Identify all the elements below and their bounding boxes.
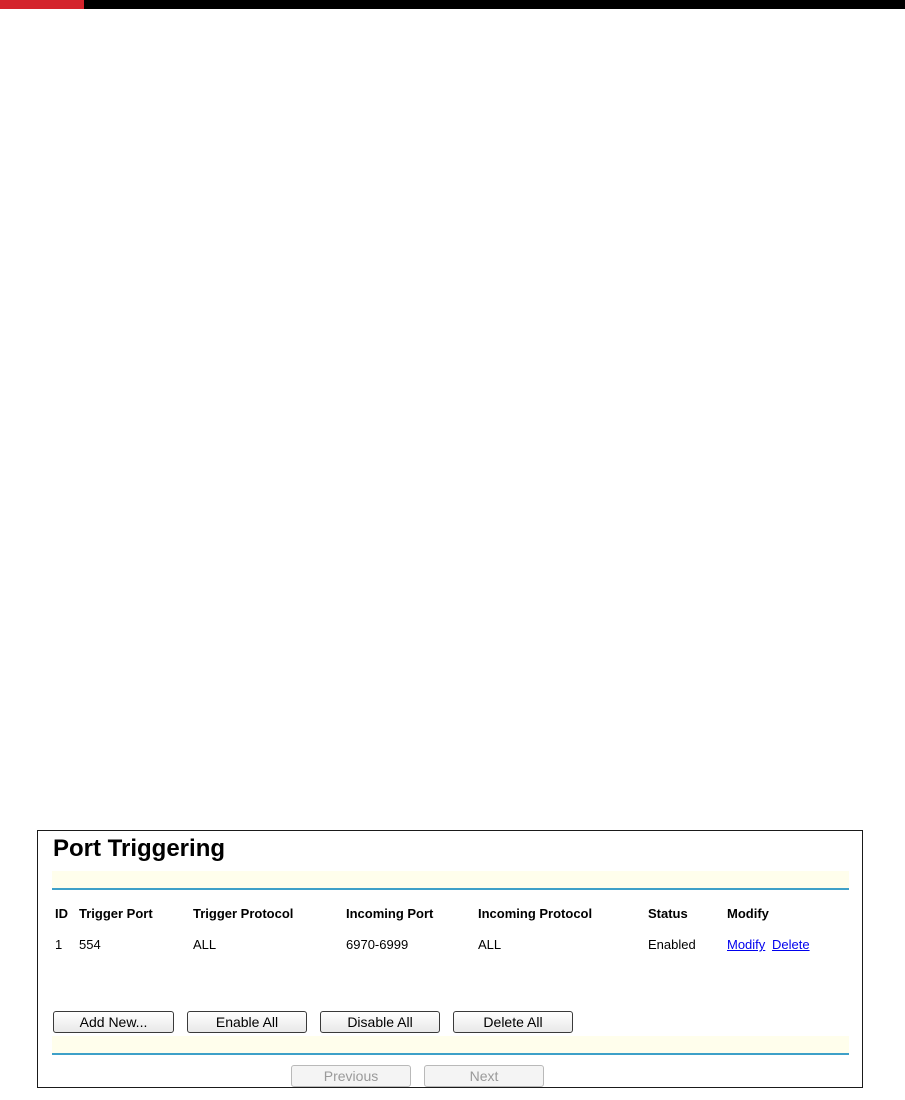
delete-link[interactable]: Delete <box>772 937 810 952</box>
brand-accent-bar <box>0 0 84 9</box>
previous-button[interactable]: Previous <box>291 1065 411 1087</box>
header-incoming-port: Incoming Port <box>346 906 434 921</box>
header-id: ID <box>55 906 68 921</box>
cell-id: 1 <box>55 937 63 952</box>
cell-trigger-port: 554 <box>79 937 101 952</box>
cell-incoming-protocol: ALL <box>478 937 502 952</box>
port-triggering-panel <box>37 830 863 1088</box>
add-new-button[interactable]: Add New... <box>53 1011 174 1033</box>
top-bar <box>0 0 905 9</box>
header-trigger-port: Trigger Port <box>79 906 153 921</box>
footer-band <box>52 1036 849 1053</box>
delete-all-button[interactable]: Delete All <box>453 1011 573 1033</box>
enable-all-button[interactable]: Enable All <box>187 1011 307 1033</box>
title-divider <box>52 888 849 890</box>
page-title: Port Triggering <box>53 835 226 862</box>
header-trigger-protocol: Trigger Protocol <box>193 906 294 921</box>
table-row <box>38 937 864 955</box>
title-band <box>52 871 849 888</box>
next-button[interactable]: Next <box>424 1065 544 1087</box>
cell-incoming-port: 6970-6999 <box>346 937 409 952</box>
footer-divider <box>52 1053 849 1055</box>
cell-trigger-protocol: ALL <box>193 937 217 952</box>
header-status: Status <box>648 906 688 921</box>
table-header-row <box>38 906 864 924</box>
cell-status: Enabled <box>648 937 696 952</box>
header-modify: Modify <box>727 906 769 921</box>
header-incoming-protocol: Incoming Protocol <box>478 906 593 921</box>
disable-all-button[interactable]: Disable All <box>320 1011 440 1033</box>
modify-link[interactable]: Modify <box>727 937 766 952</box>
